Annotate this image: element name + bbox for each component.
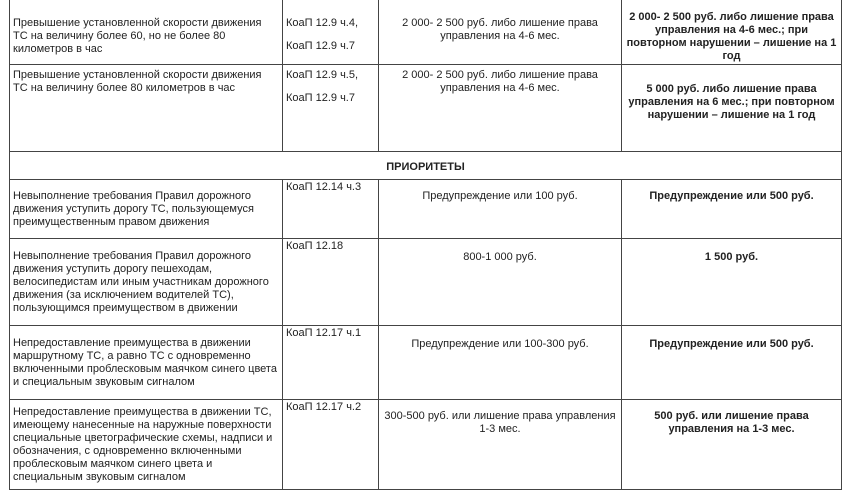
law-reference — [283, 0, 379, 65]
law-reference-line: КоаП 12.9 ч.4, — [286, 17, 359, 29]
old-penalty: 2 000- 2 500 руб. либо лишение права управления на 4-6 мес. — [379, 65, 622, 152]
violation-description: Невыполнение требования Правил дорожного движения уступить дорогу ТС, пользующемуся преимущественным правом движения — [10, 180, 283, 239]
new-penalty: 1 500 руб. — [622, 239, 842, 326]
table-row — [10, 65, 842, 152]
old-penalty: 800-1 000 руб. — [379, 239, 622, 326]
table-row — [10, 326, 842, 400]
new-penalty: 5 000 руб. либо лишение права управления на 6 мес.; при повторном нарушении – лишение на 1 год — [622, 65, 842, 152]
table-row — [10, 239, 842, 326]
old-penalty: Предупреждение или 100 руб. — [379, 180, 622, 239]
violation-description: Невыполнение требования Правил дорожного движения уступить дорогу пешеходам, велосипедистам или иным участникам дорожного движения (за исключением водителей ТС), пользующимся преимуществом в движении — [10, 239, 283, 326]
penalties-table — [9, 0, 842, 490]
old-penalty: Предупреждение или 100-300 руб. — [379, 326, 622, 400]
law-reference — [283, 65, 379, 152]
law-reference: КоаП 12.14 ч.3 — [283, 180, 379, 239]
violation-description: Непредоставление преимущества в движении ТС, имеющему нанесенные на наружные поверхности специальные цветографические схемы, надписи и обозначения, с одновременно включенными проблесковым маячком синего цвета и специальным звуковым сигналом — [10, 400, 283, 490]
new-penalty: Предупреждение или 500 руб. — [622, 180, 842, 239]
old-penalty: 2 000- 2 500 руб. либо лишение права управления на 4-6 мес. — [379, 0, 622, 65]
law-reference: КоаП 12.18 — [283, 239, 379, 326]
law-reference-line: КоаП 12.9 ч.7 — [286, 40, 355, 52]
violation-description: Превышение установленной скорости движения ТС на величину более 60, но не более 80 километров в час — [10, 0, 283, 65]
law-reference: КоаП 12.17 ч.1 — [283, 326, 379, 400]
penalties-document — [9, 0, 841, 490]
new-penalty: Предупреждение или 500 руб. — [622, 326, 842, 400]
violation-description: Непредоставление преимущества в движении маршрутному ТС, а равно ТС с одновременно включенными проблесковым маячком синего цвета и специальным звуковым сигналом — [10, 326, 283, 400]
law-reference: КоаП 12.17 ч.2 — [283, 400, 379, 490]
section-header-row — [10, 152, 842, 180]
law-reference-line: КоаП 12.9 ч.7 — [286, 92, 355, 104]
table-row — [10, 180, 842, 239]
new-penalty: 2 000- 2 500 руб. либо лишение права управления на 4-6 мес.; при повторном нарушении – лишение на 1 год — [622, 0, 842, 65]
law-reference-line: КоаП 12.9 ч.5, — [286, 69, 359, 81]
violation-description: Превышение установленной скорости движения ТС на величину более 80 километров в час — [10, 65, 283, 152]
new-penalty: 500 руб. или лишение права управления на 1-3 мес. — [622, 400, 842, 490]
section-title: ПРИОРИТЕТЫ — [10, 152, 842, 180]
old-penalty: 300-500 руб. или лишение права управления 1-3 мес. — [379, 400, 622, 490]
table-row — [10, 0, 842, 65]
table-row — [10, 400, 842, 490]
